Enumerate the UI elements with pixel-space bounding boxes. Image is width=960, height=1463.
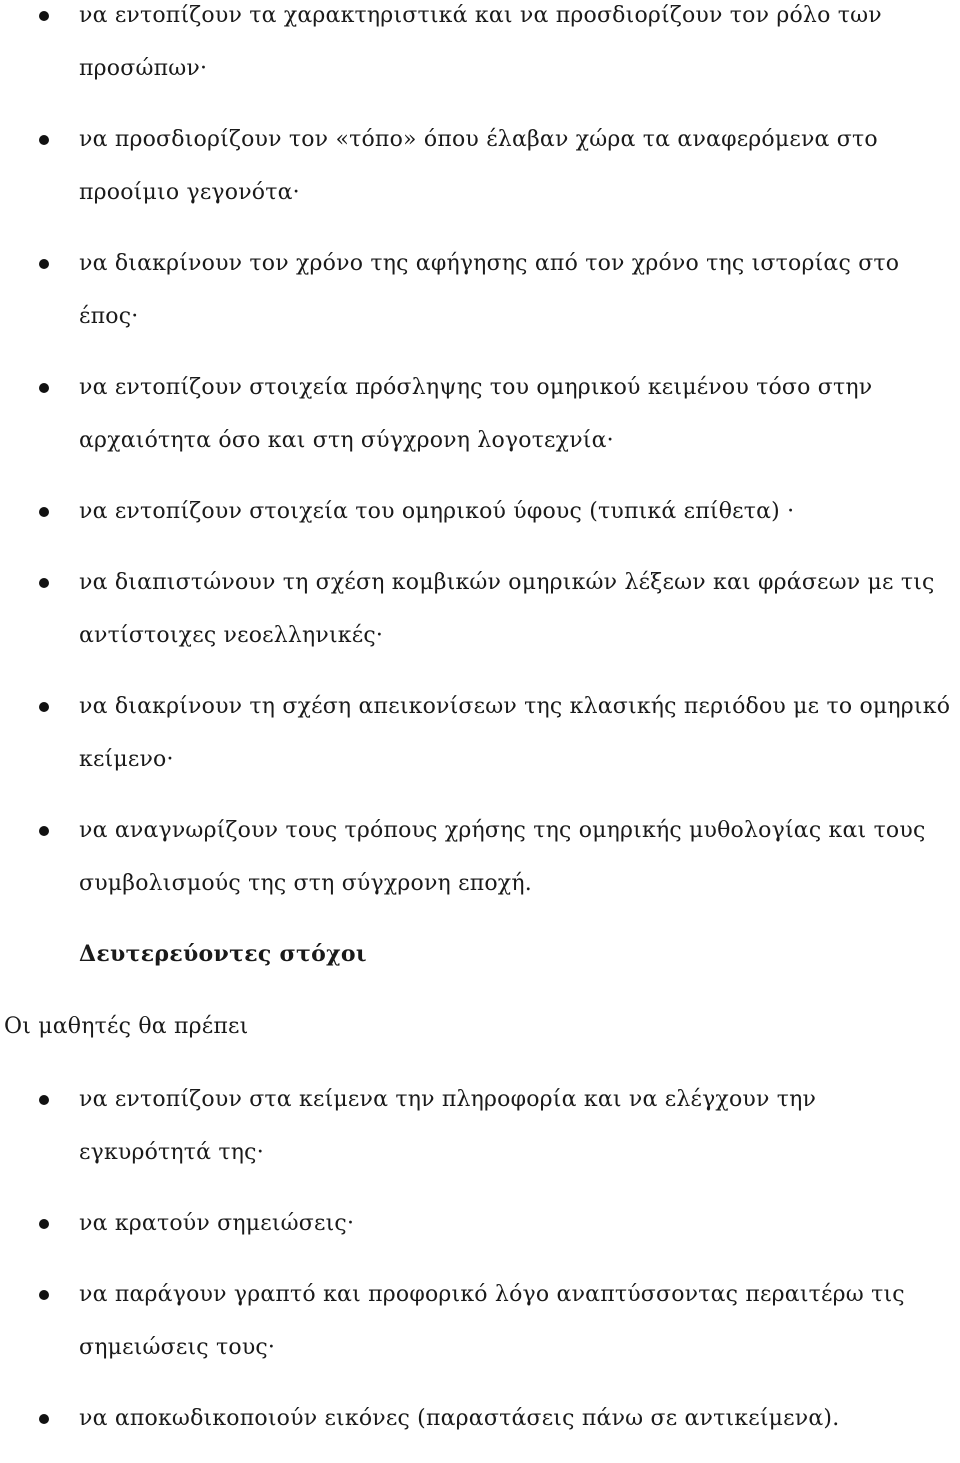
list-item <box>0 556 960 662</box>
bullet-icon <box>39 826 49 836</box>
list-item-text: να εντοπίζουν στοιχεία πρόσληψης του ομηρικού κειμένου τόσο στην αρχαιότητα όσο και στη σύγχρονη λογοτεχνία· <box>79 375 873 453</box>
list-item-text: να προσδιορίζουν τον «τόπο» όπου έλαβαν χώρα τα αναφερόμενα στο προοίμιο γεγονότα· <box>79 127 878 205</box>
list-item <box>0 1197 960 1250</box>
bullet-icon <box>39 1095 49 1105</box>
bullet-icon <box>39 1290 49 1300</box>
list-item <box>0 237 960 343</box>
list-item <box>0 113 960 219</box>
list-item <box>0 1268 960 1374</box>
section-intro: Οι μαθητές θα πρέπει <box>4 1014 249 1039</box>
list-item-text: να αποκωδικοποιούν εικόνες (παραστάσεις πάνω σε αντικείμενα). <box>79 1406 840 1431</box>
list-item-text: να αναγνωρίζουν τους τρόπους χρήσης της ομηρικής μυθολογίας και τους συμβολισμούς της στη σύγχρονη εποχή. <box>79 818 926 896</box>
list-item <box>0 680 960 786</box>
list-item <box>0 361 960 467</box>
list-item-text: να εντοπίζουν τα χαρακτηριστικά και να προσδιορίζουν τον ρόλο των προσώπων· <box>79 3 882 81</box>
bullet-icon <box>39 1414 49 1424</box>
section-heading: Δευτερεύοντες στόχοι <box>79 941 367 967</box>
bullet-icon <box>39 259 49 269</box>
list-item-text: να διακρίνουν τον χρόνο της αφήγησης από τον χρόνο της ιστορίας στο έπος· <box>79 251 900 329</box>
bullet-icon <box>39 383 49 393</box>
list-item <box>0 485 960 538</box>
list-item <box>0 0 960 95</box>
list-item <box>0 1392 960 1445</box>
list-item <box>0 804 960 910</box>
bullet-icon <box>39 135 49 145</box>
list-item-text: να εντοπίζουν στα κείμενα την πληροφορία και να ελέγχουν την εγκυρότητά της· <box>79 1087 817 1165</box>
bullet-icon <box>39 702 49 712</box>
bullet-icon <box>39 1219 49 1229</box>
list-item-text: να διαπιστώνουν τη σχέση κομβικών ομηρικών λέξεων και φράσεων με τις αντίστοιχες νεοελληνικές· <box>79 570 935 648</box>
bullet-icon <box>39 507 49 517</box>
bullet-icon <box>39 11 49 21</box>
list-item-text: να εντοπίζουν στοιχεία του ομηρικού ύφους (τυπικά επίθετα) · <box>79 499 795 524</box>
list-item-text: να παράγουν γραπτό και προφορικό λόγο αναπτύσσοντας περαιτέρω τις σημειώσεις τους· <box>79 1282 905 1360</box>
secondary-goals-list <box>0 1073 960 1463</box>
bullet-icon <box>39 578 49 588</box>
list-item-text: να διακρίνουν τη σχέση απεικονίσεων της κλασικής περιόδου με το ομηρικό κείμενο· <box>79 694 951 772</box>
list-item-text: να κρατούν σημειώσεις· <box>79 1211 355 1236</box>
list-item <box>0 1073 960 1179</box>
